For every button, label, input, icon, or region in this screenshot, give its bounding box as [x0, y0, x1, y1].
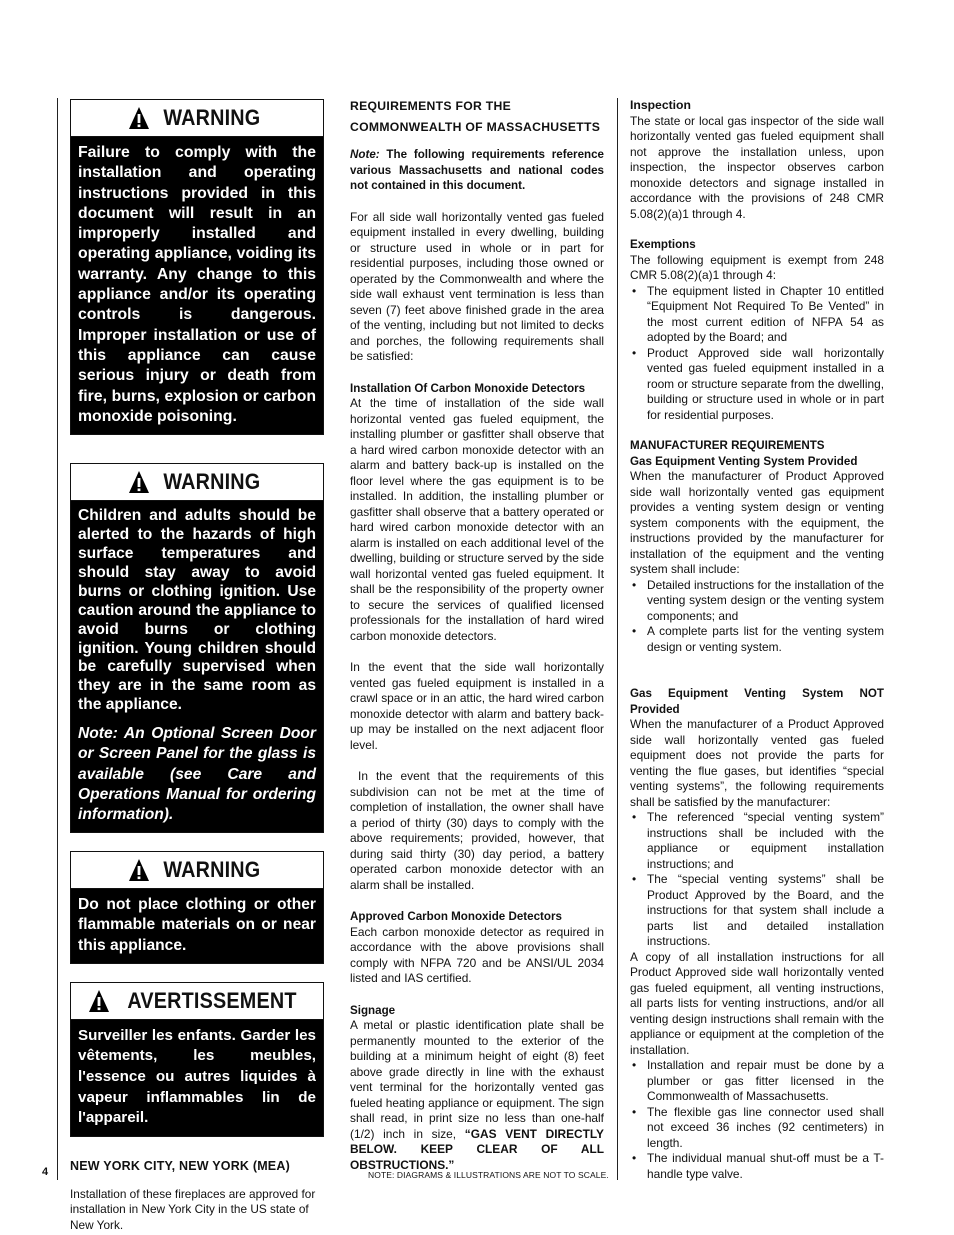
warning-title: WARNING [163, 105, 261, 130]
list-item: • Product Approved side wall horizontally vented gas fueled equipment installed in a room or structure separate from the dwelling, building or structure used in whole or in part for residential purposes. [630, 346, 884, 424]
page-number: 4 [42, 1166, 49, 1178]
column-rule-middle [617, 98, 618, 1180]
warning-text: Children and adults should be alerted to the hazards of high surface temperatures and should stay away to avoid burns or clothing ignition. Use caution around the appliance to avoid burns or clothing ignition. Young children should be carefully supervised when they are in the same room as the appliance. [78, 507, 316, 714]
approved-heading: Approved Carbon Monoxide Detectors [350, 910, 562, 923]
inspection-heading: Inspection [630, 98, 691, 112]
provided-heading: Gas Equipment Venting System Provided [630, 454, 858, 468]
warning-triangle-icon [128, 858, 150, 882]
warning-header [71, 852, 323, 889]
signage-body [350, 1018, 604, 1173]
note-text: The following requirements reference various Massachusetts and national codes not contained in this document. [350, 148, 604, 192]
warning-text: Failure to comply with the installation and operating instructions provided in this document will result in an improperly installed and operating appliance, voiding its warranty. Any change to this appliance and/or its operating controls is dangerous. Improper installation or use of this appliance can cause serious injury or death from fire, burns, explosion or carbon monoxide poisoning. [71, 137, 323, 434]
nyc-heading: NEW YORK CITY, NEW YORK (MEA) [70, 1158, 290, 1173]
warning-box-1 [70, 99, 324, 435]
inspection-body: The state or local gas inspector of the side wall horizontally vented gas fueled equipment shall not approve the installation unless, upon inspection, the inspector observes carbon monoxide detectors and signage installed in accordance with the provisions of 248 CMR 5.08(2)(a)1 through 4. [630, 113, 884, 221]
warning-box-2 [70, 463, 324, 833]
warning-title: WARNING [163, 469, 261, 495]
signage-heading: Signage [350, 1003, 396, 1017]
exemptions-body: The following equipment is exempt from 248 CMR 5.08(2)(a)1 through 4: [630, 252, 884, 282]
not-provided-heading: Gas Equipment Venting System NOT Provided [630, 687, 884, 716]
warning-header [71, 983, 323, 1020]
approved-body: Each carbon monoxide detector as required in accordance with the above provisions shall comply with NFPA 720 and be ANSI/UL 2034 listed and IAS certified. [350, 924, 604, 985]
signage-quote: “GAS VENT DIRECTLY BELOW. KEEP CLEAR OF ALL OBSTRUCTIONS.” [350, 1126, 604, 1172]
warning-header [71, 464, 323, 501]
mass-heading: REQUIREMENTS FOR THE COMMONWEALTH OF MASSACHUSETTS [350, 99, 601, 134]
copy-body: A copy of all installation instructions for all Product Approved side wall horizontally vented gas fueled equipment, all venting instructions, all parts lists for venting instructions, and/or all venting design instructions shall remain with the appliance or equipment at the completion of the installation. [630, 949, 884, 1057]
list-item: • The “special venting systems” shall be Product Approved by the Board, and the instructions for that system shall include a parts list and detailed installation instructions. [630, 872, 884, 950]
footer-note: NOTE: DIAGRAMS & ILLUSTRATIONS ARE NOT TO SCALE. [368, 1170, 609, 1180]
warning-box-3 [70, 851, 324, 964]
co-body: At the time of installation of the side wall horizontal vented gas fueled equipment, the installing plumber or gasfitter shall observe that a hard wired carbon monoxide detector with an alarm and battery back-up is installed on the floor level where the gas equipment is to be installed. In addition, the installing plumber or gasfitter shall observe that a battery operated or hard wired carbon monoxide detector with an alarm is installed on each additional level of the dwelling, building or structure served by the side wall horizontal vented gas fueled equipment. It shall be the responsibility of the property owner to secure the services of qualified licensed professionals for the installation of hard wired carbon monoxide detectors. [350, 396, 604, 643]
not-provided-list [630, 810, 884, 950]
mass-intro: For all side wall horizontally vented gas fueled equipment installed in every dwelling, building or structure used in whole or in part for residential purposes, including those owned or operated by the Commonwealth and where the side wall exhaust vent termination is less than seven (7) feet above finished grade in the area of the venting, including but not limited to decks and porches, the following requirements shall be satisfied: [350, 209, 604, 363]
list-item: • The individual manual shut-off must be a T-handle type valve. [630, 1151, 884, 1182]
avertissement-box [70, 982, 324, 1137]
list-item: • Detailed instructions for the installation of the venting system design or the venting system components; and [630, 578, 884, 625]
provided-body: When the manufacturer of Product Approved side wall horizontally vented gas equipment provides a venting system design or venting system components with the equipment, the instructions provided by the manufacturer for installation of the equipment and the venting system shall include: [630, 469, 884, 576]
warning-note: Note: An Optional Screen Door or Screen Panel for the glass is available (see Care and Operations Manual for ordering information). [78, 725, 316, 823]
final-list [630, 1058, 884, 1182]
manufacturer-heading: MANUFACTURER REQUIREMENTS [630, 439, 825, 452]
warning-content [71, 501, 323, 832]
note-label: Note: [350, 148, 380, 161]
warning-text: Do not place clothing or other flammable materials on or near this appliance. [71, 889, 323, 963]
warning-text: Surveiller les enfants. Garder les vêtements, les meubles, l'essence ou autres liquides à vapeur inflammables lin de l'appareil. [71, 1020, 323, 1136]
exemptions-list [630, 284, 884, 424]
thirty-day-body: In the event that the requirements of this subdivision can not be met at the time of completion of installation, the owner shall have a period of thirty (30) days to comply with the above requirements; provided, however, that during said thirty (30) day period, a battery operated carbon monoxide detector with an alarm shall be installed. [350, 769, 608, 892]
list-item: • The flexible gas line connector used shall not exceed 36 inches (92 centimeters) in length. [630, 1105, 884, 1152]
exemptions-heading: Exemptions [630, 238, 696, 251]
list-item: • Installation and repair must be done by a plumber or gas fitter licensed in the Commonwealth of Massachusetts. [630, 1058, 884, 1105]
warning-triangle-icon [128, 106, 150, 130]
column-left [70, 99, 324, 1233]
list-item: • The equipment listed in Chapter 10 entitled “Equipment Not Required To Be Vented” in the most current edition of NFPA 54 as adopted by the Board; and [630, 284, 884, 346]
list-item: • The referenced “special venting system” instructions shall be included with the appliance or equipment installation instructions; and [630, 810, 884, 872]
warning-triangle-icon [88, 989, 110, 1013]
column-right [630, 98, 884, 1182]
not-provided-body: When the manufacturer of a Product Approved side wall horizontally vented gas fueled equipment does not provide the parts for venting the flue gases, but identifies “special venting systems”, the following requirements shall be satisfied by the manufacturer: [630, 717, 884, 809]
provided-list [630, 578, 884, 656]
mass-note [350, 147, 604, 194]
column-rule-left [57, 98, 58, 1180]
warning-title: AVERTISSEMENT [127, 987, 297, 1013]
co-heading: Installation Of Carbon Monoxide Detectors [350, 381, 586, 395]
column-middle [350, 96, 608, 1173]
crawl-body: In the event that the side wall horizontally vented gas fueled equipment is installed in a crawl space or in an attic, the hard wired carbon monoxide detector with alarm and battery back-up may be installed on the next adjacent floor level. [350, 660, 604, 752]
warning-title: WARNING [163, 857, 261, 883]
nyc-body: Installation of these fireplaces are approved for installation in New York City in the US state of New York. [70, 1186, 316, 1232]
list-item: • A complete parts list for the venting system design or venting system. [630, 624, 884, 655]
warning-triangle-icon [128, 470, 150, 494]
signage-text: A metal or plastic identification plate shall be permanently mounted to the exterior of the building at a minimum height of eight (8) feet above grade directly in line with the exhaust vent terminal for the horizontally vented gas fueled heating appliance or equipment. The sign shall read, in print size no less than one-half (1/2) inch in size, [350, 1018, 604, 1141]
warning-header [71, 100, 323, 137]
